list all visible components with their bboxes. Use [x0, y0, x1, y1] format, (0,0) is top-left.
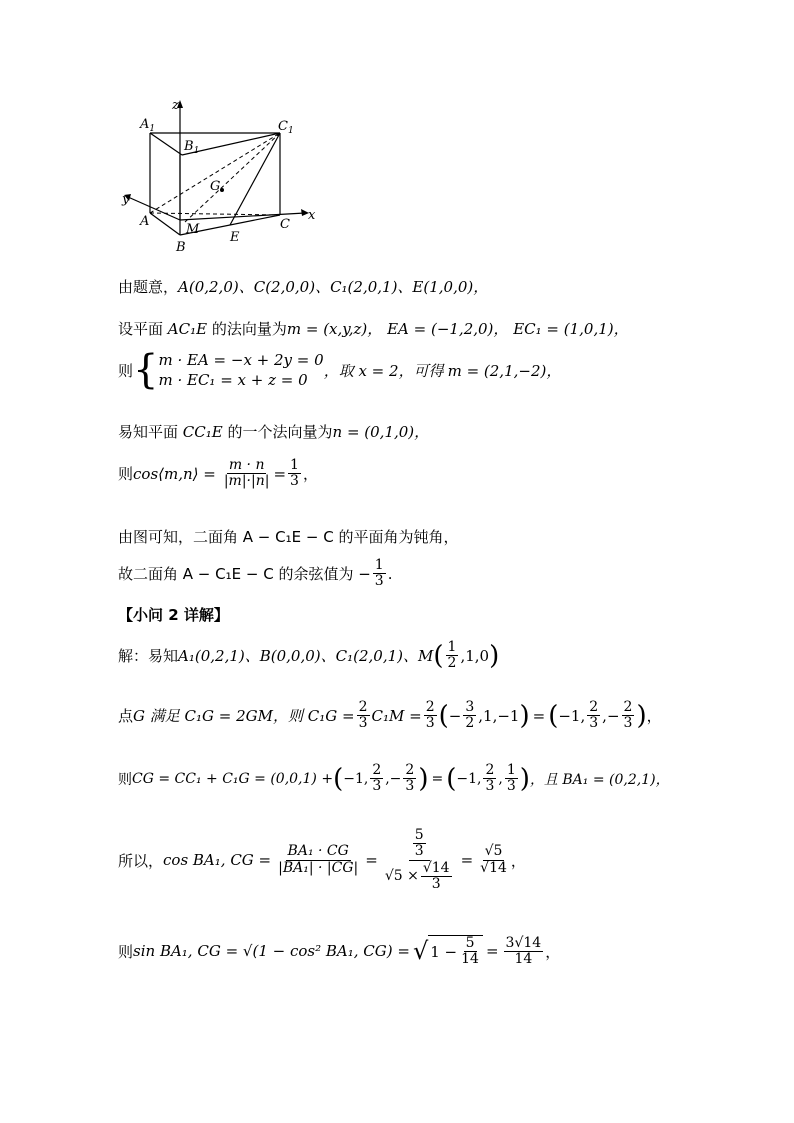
label-x: x	[308, 208, 316, 223]
denominator: 14	[514, 950, 533, 967]
denominator: 3	[431, 876, 441, 893]
line-11	[118, 828, 526, 893]
label-A: A	[140, 214, 150, 229]
fraction	[587, 700, 600, 732]
line-9	[118, 700, 662, 732]
line-10	[118, 763, 670, 795]
text: .	[387, 564, 393, 583]
math: ,1,−1	[478, 706, 520, 725]
numerator: 5	[414, 827, 424, 843]
paren: )	[519, 700, 530, 731]
denominator: 3	[290, 473, 299, 490]
numerator: 1	[447, 639, 457, 655]
numerator: 1	[374, 557, 384, 573]
sqrt-sign: √	[412, 937, 429, 966]
text: 设平面	[118, 320, 164, 338]
fraction	[504, 936, 544, 968]
minus: −	[448, 706, 462, 725]
label-C: C	[280, 217, 290, 232]
math: −1,	[456, 770, 482, 787]
paren: (	[548, 700, 559, 731]
fraction	[478, 844, 509, 876]
math: EA = (−1,2,0)，	[387, 320, 509, 338]
brace: {	[133, 347, 159, 393]
denominator: 3	[414, 843, 424, 860]
point-G	[220, 188, 224, 192]
label-G: G	[210, 179, 221, 194]
comma: ,	[498, 770, 503, 787]
label-B: B	[176, 240, 186, 255]
text: 则	[118, 465, 134, 484]
numerator: 2	[425, 699, 435, 715]
math: =	[485, 942, 499, 961]
fraction	[505, 763, 518, 795]
numerator: 2	[623, 699, 633, 715]
fraction	[421, 861, 452, 893]
math: CC₁E	[182, 423, 223, 441]
paren: )	[489, 640, 500, 671]
section-heading	[118, 604, 229, 625]
denominator: |m|·|n|	[223, 473, 270, 490]
text: ，	[510, 851, 526, 870]
math: m = (x,y,z)，	[286, 320, 383, 338]
label-A1: $A_1$	[140, 117, 156, 134]
math: =	[532, 706, 546, 725]
math: ，且 BA₁ = (0,2,1)，	[529, 771, 670, 788]
paren: )	[418, 763, 429, 794]
fraction	[463, 700, 476, 732]
label-C1: $C_1$	[278, 119, 294, 136]
text: 由题意，	[118, 278, 179, 296]
math: cos⟨m,n⟩ =	[133, 464, 216, 483]
math: EC₁ = (1,0,1)，	[513, 320, 629, 338]
numerator: 1	[506, 762, 516, 778]
math: =	[431, 770, 444, 787]
math: −1,	[558, 706, 586, 725]
fraction	[222, 458, 272, 490]
numerator: √14	[422, 859, 450, 876]
math: =	[273, 464, 287, 483]
fraction	[446, 640, 459, 672]
line-2	[118, 318, 629, 339]
math: m · EA = −x + 2y = 0	[158, 351, 324, 369]
denominator	[383, 861, 456, 893]
line-4	[118, 421, 429, 442]
math: m = (2,1,−2)，	[447, 361, 562, 380]
text: 故二面角 A − C₁E − C 的余弦值为 −	[118, 565, 371, 584]
paren: (	[433, 640, 444, 671]
fraction	[288, 458, 301, 490]
prism-figure	[110, 95, 330, 255]
label-B1: $B_1$	[184, 139, 200, 156]
numerator: BA₁ · CG	[287, 843, 349, 860]
heading-text: 【小问 2 详解】	[118, 606, 229, 624]
denominator: 3	[372, 778, 382, 795]
numerator: √5	[484, 843, 503, 860]
compound-fraction	[383, 828, 456, 893]
numerator: 2	[485, 762, 495, 778]
numerator: 2	[358, 699, 368, 715]
line-5	[118, 458, 318, 490]
fraction	[622, 700, 635, 732]
fraction	[403, 763, 416, 795]
math: √5 ×	[384, 867, 419, 884]
system	[158, 350, 323, 390]
math: −1,	[343, 770, 369, 787]
line-6	[118, 526, 458, 547]
math: A₁(0,2,1)、B(0,0,0)、C₁(2,0,1)、M	[178, 647, 434, 666]
numerator: m · n	[228, 457, 265, 473]
math: AC₁E	[167, 320, 208, 338]
math: cos BA₁, CG =	[163, 851, 272, 870]
denominator: 3	[358, 715, 368, 732]
denominator: 3	[506, 778, 516, 795]
math: sin BA₁, CG = √(1 − cos² BA₁, CG) =	[133, 942, 410, 961]
numerator: 3	[465, 699, 475, 715]
comma-minus: ,−	[385, 770, 402, 787]
numerator: 3√14	[505, 934, 542, 951]
math: =	[460, 851, 474, 870]
denominator: 3	[589, 715, 599, 732]
text: 则	[118, 361, 134, 380]
label-y: y	[122, 192, 130, 207]
paren: (	[438, 700, 449, 731]
denominator: 3	[485, 778, 495, 795]
paren: (	[333, 763, 344, 794]
numerator: 2	[372, 762, 382, 778]
line-12	[118, 935, 560, 968]
comma-minus: ,−	[602, 706, 620, 725]
math: ，取 x = 2，可得	[323, 361, 444, 380]
label-z: z	[172, 98, 179, 113]
denominator: 3	[623, 715, 633, 732]
numerator: 2	[405, 762, 415, 778]
line-8	[118, 640, 499, 672]
text: ，	[545, 942, 561, 961]
text: 解：易知	[118, 647, 179, 666]
text: 所以，	[118, 851, 164, 870]
numerator: 2	[589, 699, 599, 715]
denominator: 3	[405, 778, 415, 795]
denominator: 2	[465, 715, 475, 732]
text: 易知平面	[118, 423, 179, 441]
math: G 满足 C₁G = 2GM，则 C₁G =	[133, 707, 355, 726]
numerator: 1	[290, 457, 299, 473]
fraction	[276, 844, 360, 876]
math: A(0,2,0)、C(2,0,0)、C₁(2,0,1)、E(1,0,0)，	[178, 278, 489, 296]
denominator: √14	[480, 859, 507, 876]
denominator: 3	[374, 573, 384, 590]
fraction	[357, 700, 370, 732]
denominator: 3	[425, 715, 435, 732]
fraction	[373, 558, 386, 590]
line-1	[118, 276, 488, 297]
paren: )	[636, 700, 647, 731]
fraction	[370, 763, 383, 795]
label-M: M	[186, 222, 200, 237]
denominator: 2	[447, 655, 457, 672]
fraction	[483, 763, 496, 795]
denominator: |BA₁| · |CG|	[278, 859, 359, 876]
math: =	[365, 851, 378, 870]
math: 1 −	[430, 942, 458, 961]
text: 的一个法向量为	[227, 423, 333, 441]
text: 由图可知，二面角 A − C₁E − C 的平面角为钝角，	[118, 528, 459, 546]
math: m · EC₁ = x + z = 0	[158, 371, 308, 389]
math: n = (0,1,0)，	[332, 423, 430, 441]
fraction	[424, 700, 437, 732]
line-3	[118, 347, 562, 393]
text: 点	[118, 707, 134, 726]
paren: )	[519, 763, 530, 794]
fraction	[459, 936, 481, 968]
math: CG = CC₁ + C₁G = (0,0,1) +	[132, 770, 334, 787]
label-E: E	[230, 230, 240, 245]
sqrt-body	[428, 935, 483, 968]
text: 的法向量为	[211, 320, 287, 338]
text: ，	[302, 465, 318, 484]
math: ,1,0	[460, 646, 490, 665]
text: 则	[118, 942, 134, 961]
denominator: 14	[461, 951, 479, 968]
paren: (	[446, 763, 457, 794]
fraction	[413, 828, 426, 860]
math: C₁M =	[371, 706, 422, 725]
numerator: 5	[465, 935, 475, 951]
numerator	[409, 828, 430, 861]
line-7	[118, 558, 393, 590]
text: ，	[646, 707, 662, 726]
text: 则	[118, 771, 132, 788]
